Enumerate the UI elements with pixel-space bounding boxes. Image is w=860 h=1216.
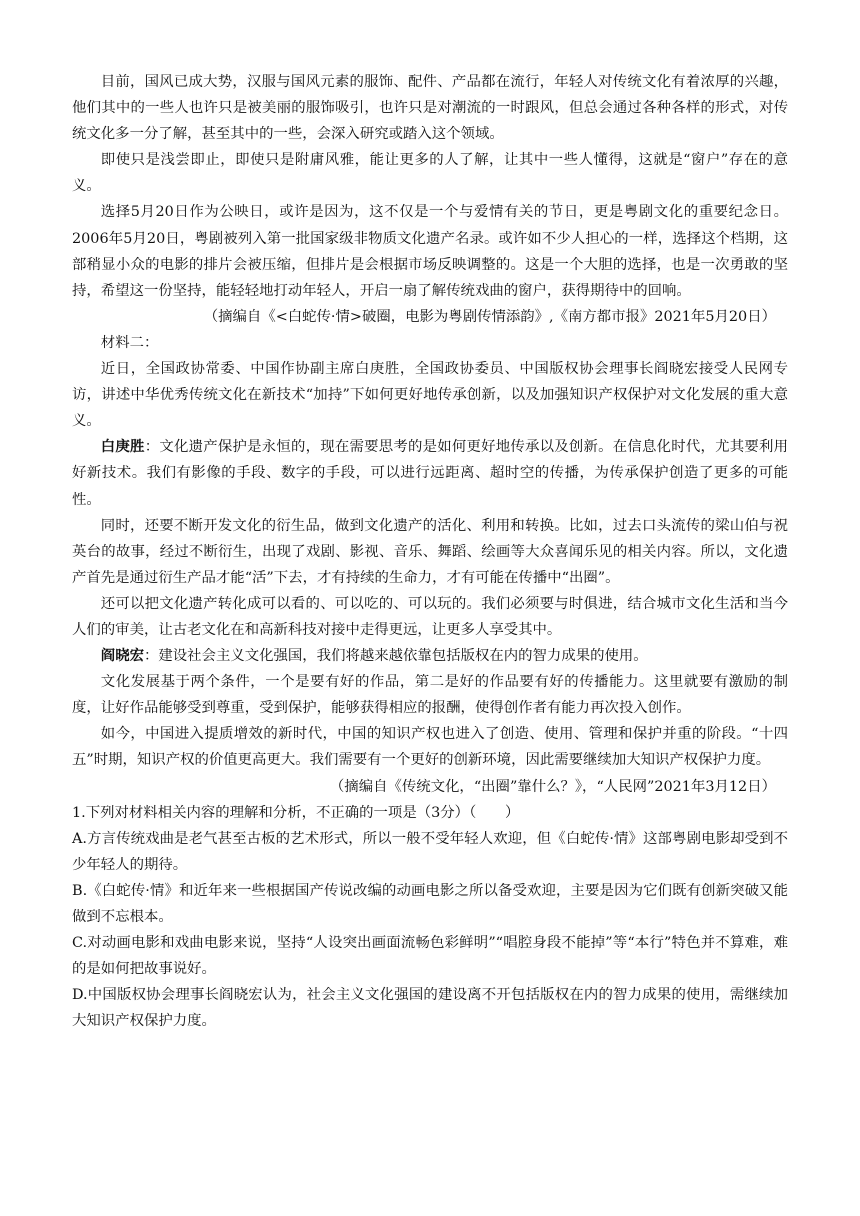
speaker2-paragraph-1 (72, 643, 788, 669)
speaker2-text-1: ：建设社会主义文化强国，我们将越来越依靠包括版权在内的智力成果的使用。 (143, 648, 648, 665)
speaker1-paragraph-3: 还可以把文化遗产转化成可以看的、可以吃的、可以玩的。我们必须要与时俱进，结合城市文化生活和当今人们的审美，让古老文化在和高新科技对接中走得更远，让更多人享受其中。 (72, 595, 788, 638)
material2-source: （摘编自《传统文化，“出圈”靠什么？》，“人民网”2021年3月12日） (329, 778, 776, 795)
material2-heading: 材料二： (100, 334, 159, 351)
question1-option-d: D.中国版权协会理事长阎晓宏认为，社会主义文化强国的建设离不开包括版权在内的智力成果的使用，需继续加大知识产权保护力度。 (72, 987, 788, 1030)
speaker1-paragraph-2: 同时，还要不断开发文化的衍生品，做到文化遗产的活化、利用和转换。比如，过去口头流传的梁山伯与祝英台的故事，经过不断衍生，出现了戏剧、影视、音乐、舞蹈、绘画等大众喜闻乐见的相关内容。所以，文化遗产首先是通过衍生产品才能“活”下去，才有持续的生命力，才有可能在传播中“出圈”。 (72, 517, 788, 586)
speaker1-paragraph-1 (72, 434, 788, 512)
speaker2-paragraph-2: 文化发展基于两个条件，一个是要有好的作品，第二是好的作品要有好的传播能力。这里就要有激励的制度，让好作品能够受到尊重，受到保护，能够获得相应的报酬，使得创作者有能力再次投入创作。 (72, 674, 788, 717)
question1-option-c: C.对动画电影和戏曲电影来说，坚持“人设突出画面流畅色彩鲜明”“唱腔身段不能掉”等“本行”特色并不算难，难的是如何把故事说好。 (72, 935, 788, 978)
material1-paragraph-1: 目前，国风已成大势，汉服与国风元素的服饰、配件、产品都在流行，年轻人对传统文化有着浓厚的兴趣，他们其中的一些人也许只是被美丽的服饰吸引，也许只是对潮流的一时跟风，但总会通过各种各样的形式，对传统文化多一分了解，甚至其中的一些，会深入研究或踏入这个领域。 (72, 74, 788, 143)
question1-option-a: A.方言传统戏曲是老气甚至古板的艺术形式，所以一般不受年轻人欢迎，但《白蛇传·情》这部粤剧电影却受到不少年轻人的期待。 (72, 830, 788, 873)
speaker2-name: 阎晓宏 (100, 647, 144, 665)
material1-paragraph-3: 选择5月20日作为公映日，或许是因为，这不仅是一个与爱情有关的节日，更是粤剧文化的重要纪念日。2006年5月20日，粤剧被列入第一批国家级非物质文化遗产名录。或许如不少人担心的一样，选择这个档期，这部稍显小众的电影的排片会被压缩，但排片是会根据市场反映调整的。这是一个大胆的选择，也是一次勇敢的坚持，希望这一份坚持，能轻轻地打动年轻人，开启一扇了解传统戏曲的窗户，获得期待中的回响。 (72, 204, 788, 299)
material1-paragraph-2: 即使只是浅尝即止，即使只是附庸风雅，能让更多的人了解，让其中一些人懂得，这就是“窗户”存在的意义。 (72, 152, 788, 195)
speaker1-name: 白庚胜 (100, 438, 145, 456)
material2-intro: 近日，全国政协常委、中国作协副主席白庚胜，全国政协委员、中国版权协会理事长阎晓宏接受人民网专访，讲述中华优秀传统文化在新技术“加持”下如何更好地传承创新，以及加强知识产权保护对文化发展的重大意义。 (72, 361, 788, 430)
speaker2-paragraph-3: 如今，中国进入提质增效的新时代，中国的知识产权也进入了创造、使用、管理和保护并重的阶段。“十四五”时期，知识产权的价值更高更大。我们需要有一个更好的创新环境，因此需要继续加大知识产权保护力度。 (72, 726, 788, 769)
material1-source: （摘编自《<白蛇传·情>破圈，电影为粤剧传情添韵》,《南方都市报》2021年5月20日） (203, 308, 776, 325)
speaker1-text-1: ：文化遗产保护是永恒的，现在需要思考的是如何更好地传承以及创新。在信息化时代，尤其要利用好新技术。我们有影像的手段、数字的手段，可以进行远距离、超时空的传播，为传承保护创造了更多的可能性。 (72, 439, 788, 508)
question1-option-b: B.《白蛇传·情》和近年来一些根据国产传说改编的动画电影之所以备受欢迎，主要是因为它们既有创新突破又能做到不忘根本。 (72, 882, 788, 925)
question1-stem: 1.下列对材料相关内容的理解和分析，不正确的一项是（3分）（ ） (72, 804, 520, 821)
